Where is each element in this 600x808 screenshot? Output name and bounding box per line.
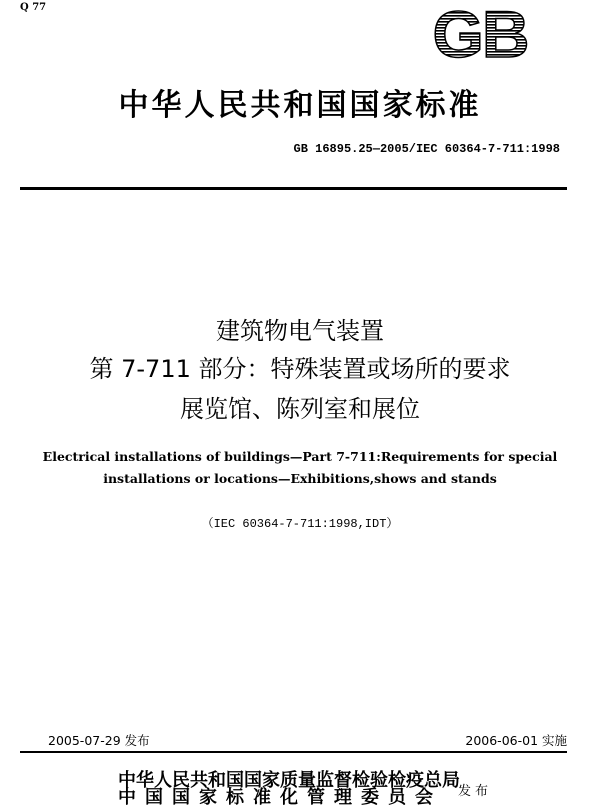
issuer-line-2-container (118, 787, 453, 808)
header-divider (20, 187, 567, 190)
ics-code: Q 77 (20, 2, 47, 13)
english-title-line-1: Electrical installations of buildings—Part 7-711:Requirements for special (42, 449, 558, 464)
footer-divider (20, 751, 567, 753)
standard-title: 中华人民共和国国家标准 (118, 88, 482, 123)
iec-reference: （IEC 60364-7-711:1998,IDT） (201, 517, 399, 531)
implement-date: 2006-06-01 实施 (465, 733, 567, 748)
gb-logo (405, 0, 555, 71)
chinese-title-line-2: 第 7-711 部分：特殊装置或场所的要求 (89, 355, 511, 383)
standard-number: GB 16895.25—2005/IEC 60364-7-711:1998 (293, 142, 560, 156)
english-title-line-2: installations or locations—Exhibitions,shows and stands (103, 471, 497, 486)
chinese-title-line-1: 建筑物电气装置 (216, 317, 384, 345)
issuer-line-1: 中华人民共和国国家质量监督检验检疫总局 (118, 770, 460, 791)
issue-label: 发布 (458, 784, 493, 799)
publish-date: 2005-07-29 发布 (48, 733, 150, 748)
issuer-line-2: 中国国家标准化管理委员会 (118, 787, 442, 808)
chinese-title-line-3: 展览馆、陈列室和展位 (180, 395, 420, 423)
gb-logo-text: GB (432, 0, 528, 71)
